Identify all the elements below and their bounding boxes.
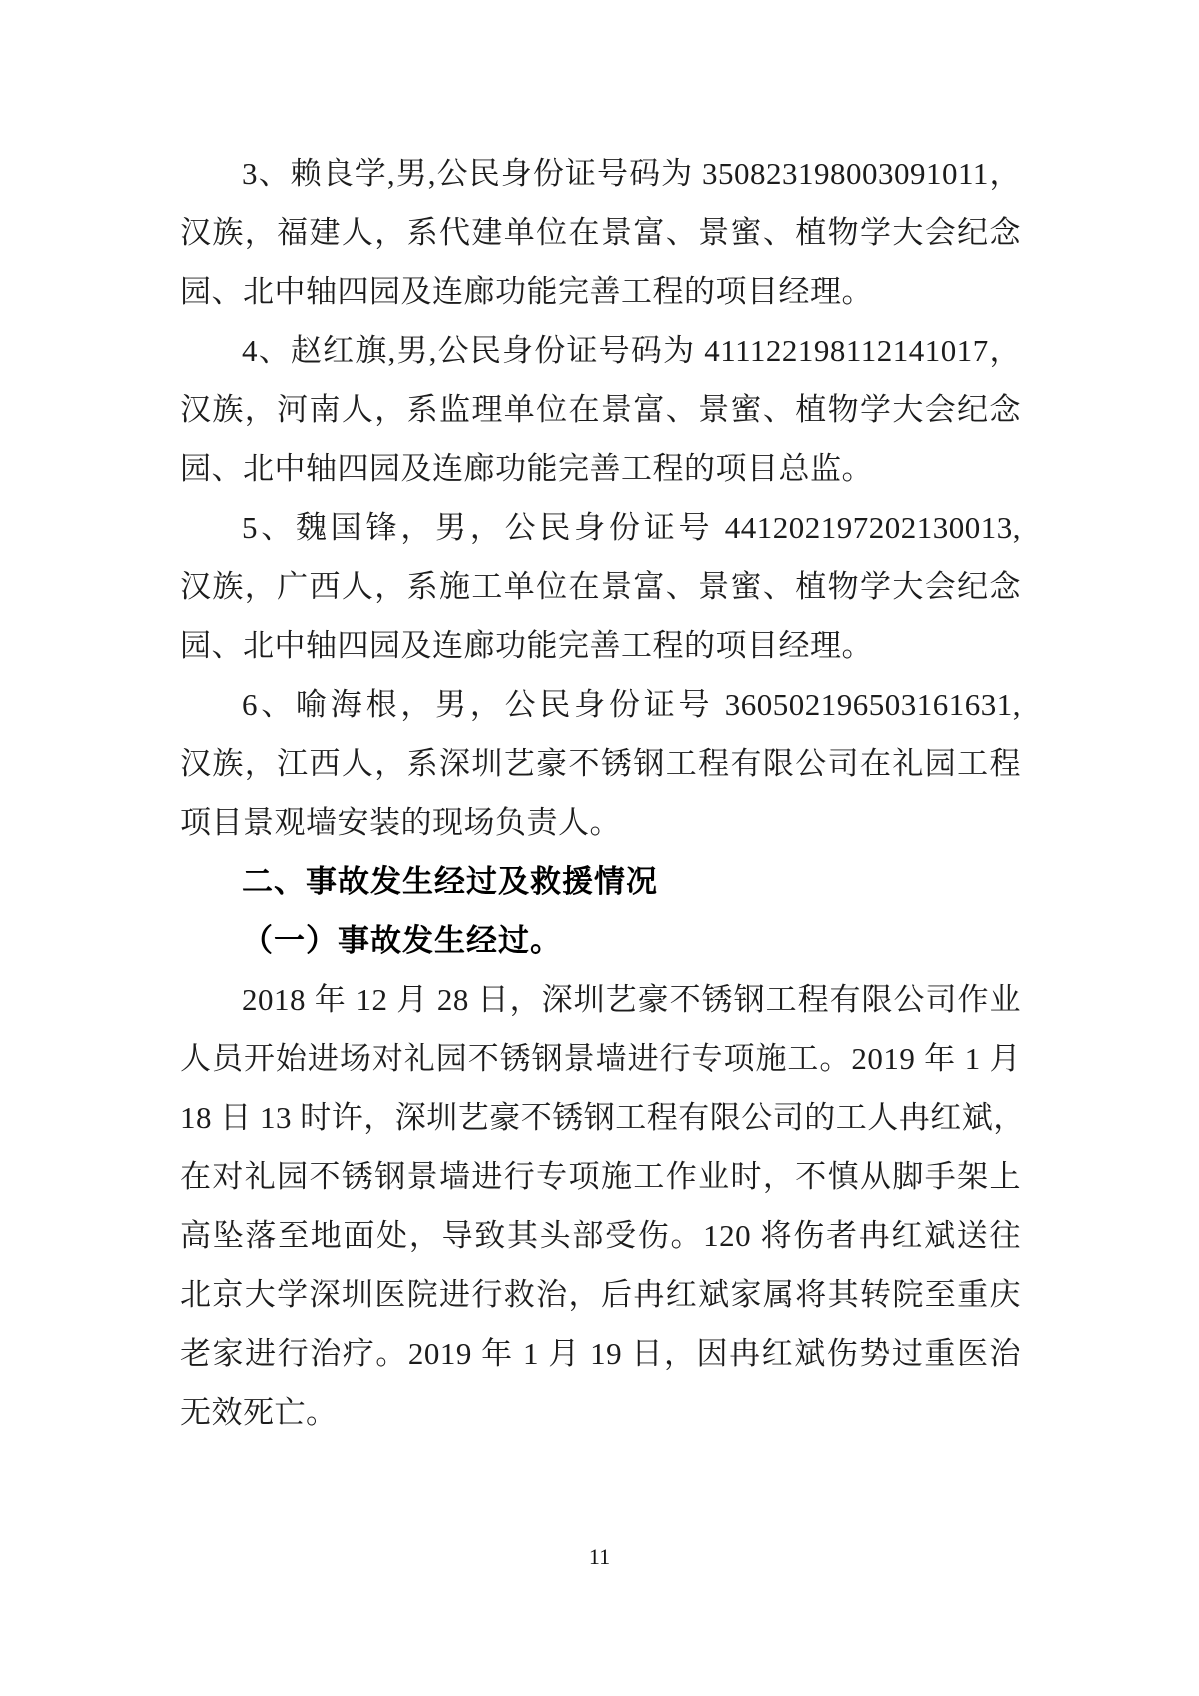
person-6-line-2: 汉族，江西人，系深圳艺豪不锈钢工程有限公司在礼园工程 bbox=[180, 746, 1021, 781]
page-number: 11 bbox=[588, 1544, 611, 1569]
narrative-line-7: 老家进行治疗。2019 年 1 月 19 日，因冉红斌伤势过重医治 bbox=[180, 1336, 1021, 1371]
narrative-line-1: 2018 年 12 月 28 日，深圳艺豪不锈钢工程有限公司作业 bbox=[242, 982, 1021, 1017]
narrative-line-3: 18 日 13 时许，深圳艺豪不锈钢工程有限公司的工人冉红斌， bbox=[180, 1100, 1025, 1135]
narrative-line-8: 无效死亡。 bbox=[180, 1395, 338, 1430]
narrative-line-5: 高坠落至地面处，导致其头部受伤。120 将伤者冉红斌送往 bbox=[180, 1218, 1021, 1253]
subsection-heading: （一）事故发生经过。 bbox=[242, 923, 562, 958]
narrative-line-4: 在对礼园不锈钢景墙进行专项施工作业时，不慎从脚手架上 bbox=[180, 1159, 1021, 1194]
section-heading: 二、事故发生经过及救援情况 bbox=[242, 864, 658, 899]
person-4-line-3: 园、北中轴四园及连廊功能完善工程的项目总监。 bbox=[180, 451, 873, 486]
person-5-line-1: 5、魏国锋，男，公民身份证号 441202197202130013, bbox=[242, 510, 1021, 545]
document-body bbox=[180, 144, 1025, 1442]
person-5-line-3: 园、北中轴四园及连廊功能完善工程的项目经理。 bbox=[180, 628, 873, 663]
person-6-line-3: 项目景观墙安装的现场负责人。 bbox=[180, 805, 621, 840]
person-4-line-1: 4、赵红旗,男,公民身份证号码为 411122198112141017， bbox=[242, 333, 1021, 368]
narrative-line-2: 人员开始进场对礼园不锈钢景墙进行专项施工。2019 年 1 月 bbox=[180, 1041, 1021, 1076]
person-6-line-1: 6、喻海根，男，公民身份证号 360502196503161631, bbox=[242, 687, 1021, 722]
narrative-line-6: 北京大学深圳医院进行救治，后冉红斌家属将其转院至重庆 bbox=[180, 1277, 1021, 1312]
person-3-line-2: 汉族，福建人，系代建单位在景富、景蜜、植物学大会纪念 bbox=[180, 215, 1021, 250]
person-4-line-2: 汉族，河南人，系监理单位在景富、景蜜、植物学大会纪念 bbox=[180, 392, 1021, 427]
person-5-line-2: 汉族，广西人，系施工单位在景富、景蜜、植物学大会纪念 bbox=[180, 569, 1021, 604]
person-3-line-3: 园、北中轴四园及连廊功能完善工程的项目经理。 bbox=[180, 274, 873, 309]
person-3-line-1: 3、赖良学,男,公民身份证号码为 350823198003091011， bbox=[242, 156, 1021, 191]
